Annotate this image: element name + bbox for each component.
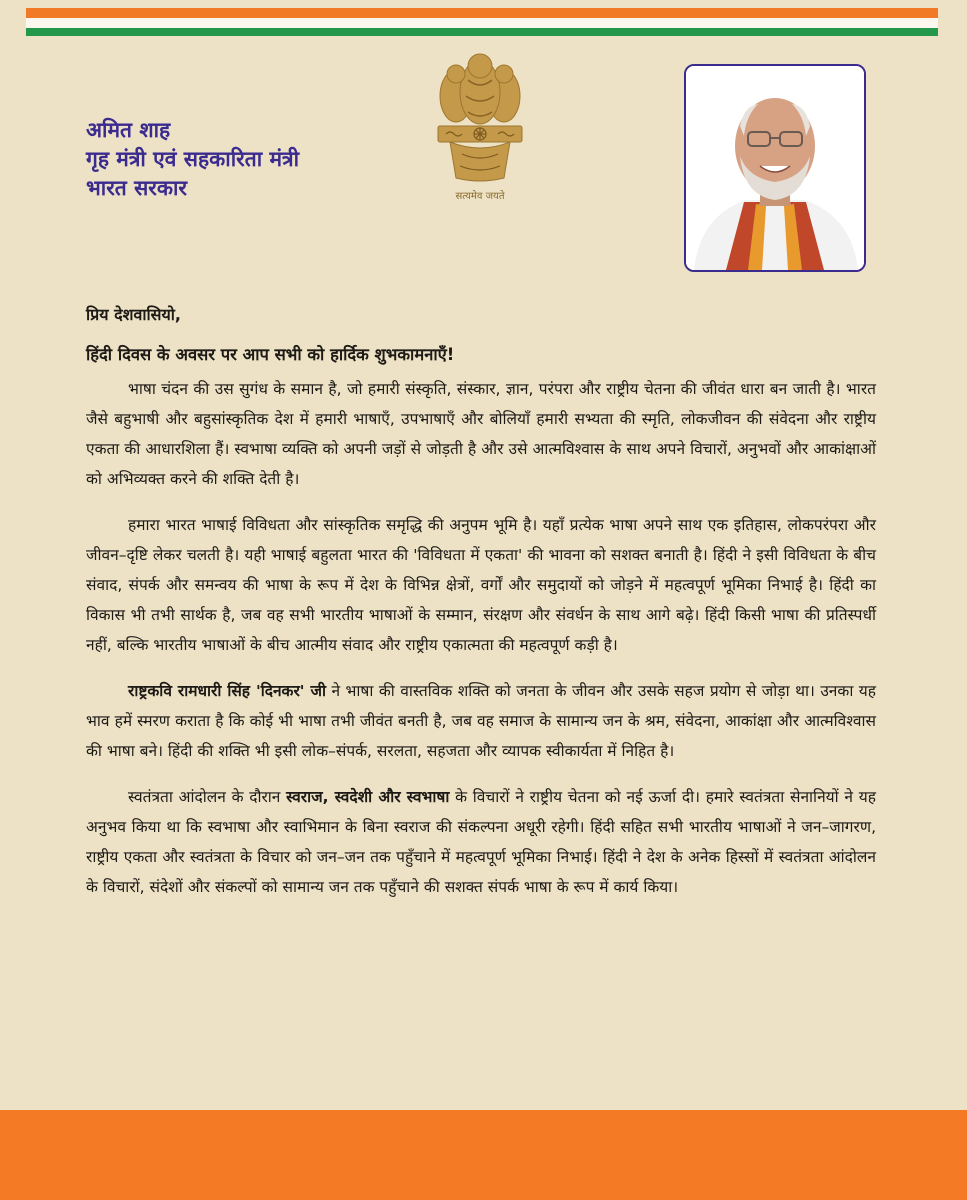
top-border-cream xyxy=(26,0,938,6)
paragraph-2: हमारा भारत भाषाई विविधता और सांस्कृतिक समृद्धि की अनुपम भूमि है। यहाँ प्रत्येक भाषा अपने साथ एक इतिहास, लोकपरंपरा और जीवन–दृष्टि लेकर चलती है। यही भाषाई बहुलता भारत की 'विविधता में एकता' की भावना को सशक्त बनाती है। हिंदी ने इसी विविधता के बीच संवाद, संपर्क और समन्वय की भाषा के रूप में देश के विभिन्न क्षेत्रों, वर्गों और समुदायों को जोड़ने में महत्वपूर्ण भूमिका निभाई है। हिंदी का विकास भी तभी सार्थक है, जब वह सभी भारतीय भाषाओं के सम्मान, संरक्षण और संवर्धन के साथ आगे बढ़े। हिंदी किसी भाषा की प्रतिस्पर्धी नहीं, बल्कि भारतीय भाषाओं के बीच आत्मीय संवाद और राष्ट्रीय एकात्मता की महत्वपूर्ण कड़ी है। xyxy=(86,516,876,654)
letter-body xyxy=(86,300,876,918)
sender-name: अमित शाह xyxy=(86,118,171,142)
sender-block xyxy=(86,116,299,203)
paragraph-4-text: के विचारों ने राष्ट्रीय चेतना को नई ऊर्जा दी। हमारे स्वतंत्रता सेनानियों ने यह अनुभव किया था कि स्वभाषा और स्वाभिमान के बिना स्वराज की संकल्पना अधूरी रहेगी। हिंदी सहित सभी भारतीय भाषाओं ने जन–जागरण, राष्ट्रीय एकता और स्वतंत्रता के विचार को जन–जन तक पहुँचाने में महत्वपूर्ण भूमिका निभाई। हिंदी ने देश के अनेक हिस्सों में स्वतंत्रता आंदोलन के विचारों, संदेशों और संकल्पों को सामान्य जन तक पहुँचाने की सशक्त संपर्क भाषा के रूप में कार्य किया। xyxy=(86,788,876,896)
greeting: हिंदी दिवस के अवसर पर आप सभी को हार्दिक शुभकामनाएँ! xyxy=(86,345,455,364)
portrait-image xyxy=(686,66,864,270)
paragraph-1: भाषा चंदन की उस सुगंध के समान है, जो हमारी संस्कृति, संस्कार, ज्ञान, परंपरा और राष्ट्रीय चेतना की जीवंत धारा बन जाती है। भारत जैसे बहुभाषी और बहुसांस्कृतिक देश में हमारी भाषाएँ, उपभाषाएँ और बोलियाँ हमारी सभ्यता की स्मृति, लोकजीवन की संवेदना और राष्ट्रीय एकता की आधारशिला हैं। स्वभाषा व्यक्ति को अपनी जड़ों से जोड़ती है और उसे आत्मविश्वास के साथ अपने विचारों, अनुभवों और आकांक्षाओं को अभिव्यक्त करने की शक्ति देती है। xyxy=(86,380,876,488)
top-border-saffron xyxy=(26,8,938,18)
paragraph-3-bold: राष्ट्रकवि रामधारी सिंह 'दिनकर' जी xyxy=(128,682,326,700)
paragraph-4 xyxy=(86,782,876,902)
paragraph-3-text: ने भाषा की वास्तविक शक्ति को जनता के जीवन और उसके सहज प्रयोग से जोड़ा था। उनका यह भाव हमें स्मरण कराता है कि कोई भी भाषा तभी जीवंत बनती है, जब वह समाज के सामान्य जन के श्रम, संवेदना, आकांक्षा और आत्मविश्वास की भाषा बने। हिंदी की शक्ति भी इसी लोक–संपर्क, सरलता, सहजता और व्यापक स्वीकार्यता में निहित है। xyxy=(86,682,877,760)
sender-government: भारत सरकार xyxy=(86,176,188,200)
sender-designation: गृह मंत्री एवं सहकारिता मंत्री xyxy=(86,147,300,171)
emblem-motto: सत्यमेव जयते xyxy=(455,191,505,202)
paragraph-4-start: स्वतंत्रता आंदोलन के दौरान xyxy=(128,788,287,806)
top-border-white xyxy=(26,18,938,28)
top-border-green xyxy=(26,28,938,36)
paragraph-4-bold: स्वराज, स्वदेशी और स्वभाषा xyxy=(286,788,450,806)
salutation: प्रिय देशवासियो, xyxy=(86,305,181,324)
national-emblem-icon xyxy=(428,50,532,186)
national-emblem xyxy=(428,50,532,210)
portrait-photo xyxy=(684,64,866,272)
footer-saffron-band xyxy=(0,1110,967,1200)
paragraph-3 xyxy=(86,676,876,766)
